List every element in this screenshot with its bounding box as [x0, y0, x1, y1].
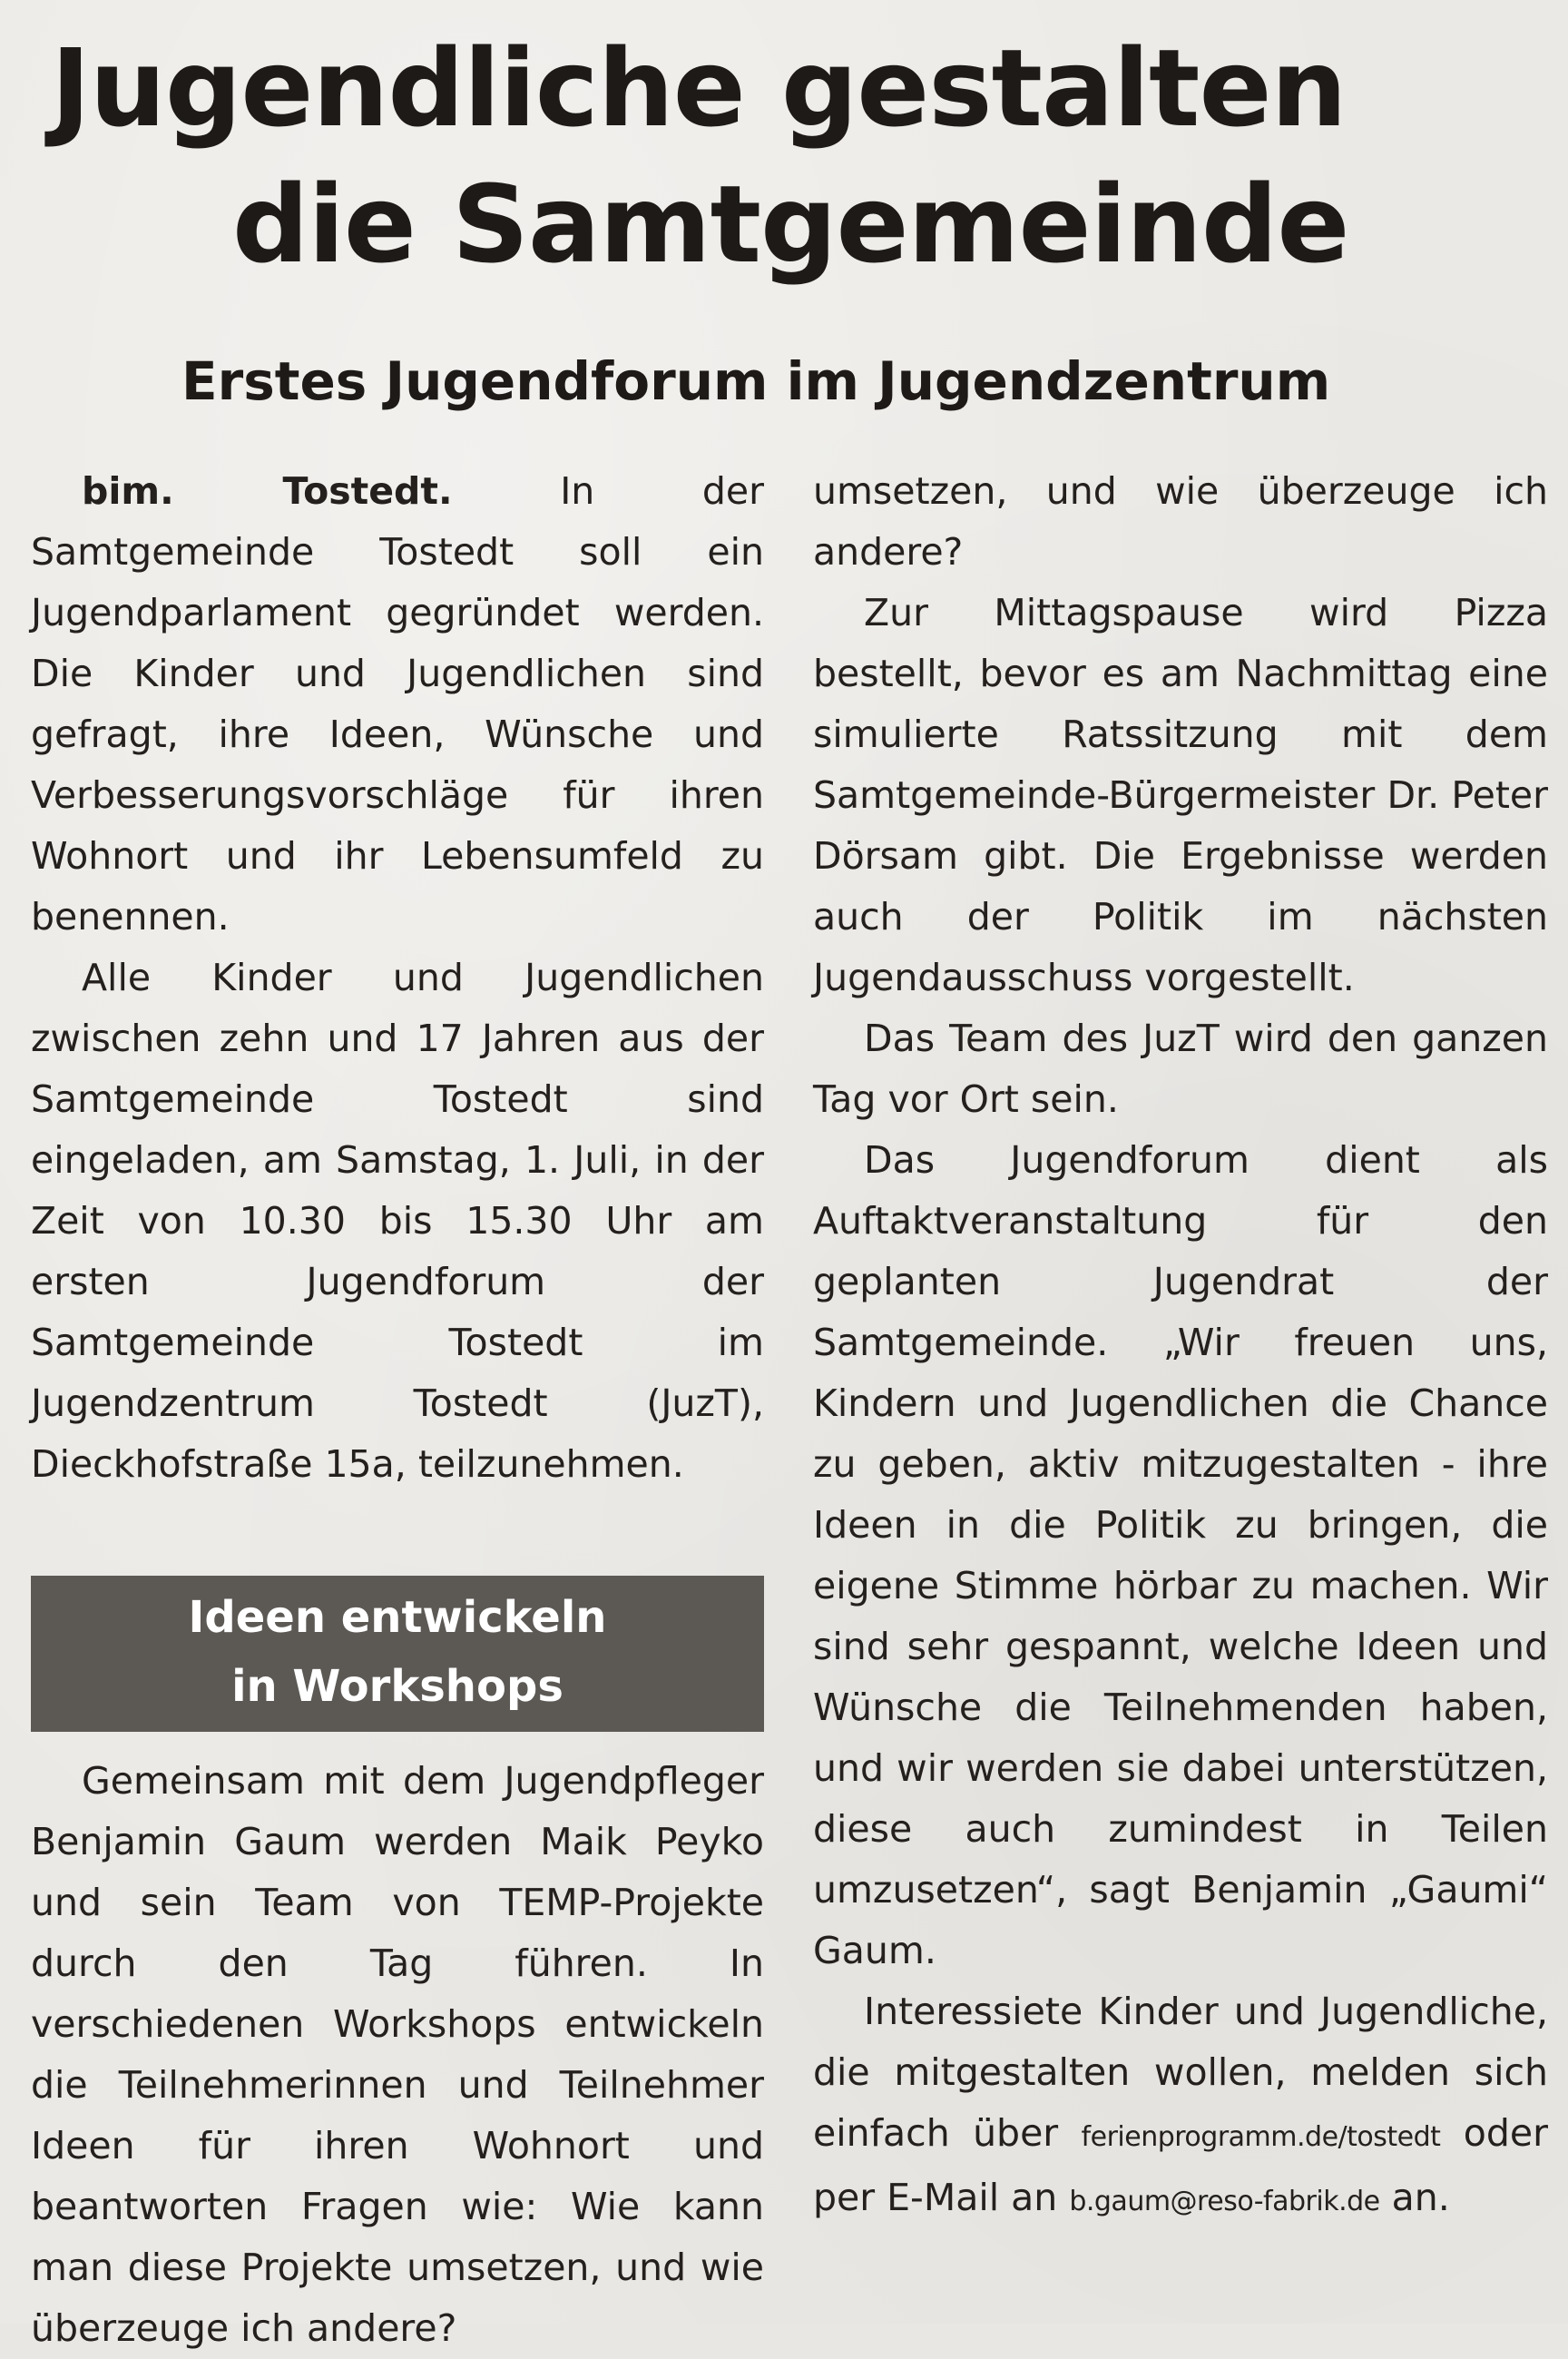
left-column-top	[31, 461, 764, 1495]
paragraph-lunch: Zur Mittagspause wird Pizza bestellt, bevor es am Nachmittag eine simulierte Ratssitzung mit dem Samtgemeinde-Bürgermeister Dr. Peter Dörsam gibt. Die Ergebnisse werden auch der Politik im nächsten Jugendausschuss vorgestellt.	[813, 591, 1548, 999]
subheadline: Erstes Jugendforum im Jugendzentrum	[181, 350, 1331, 412]
paragraph-workshops: Gemeinsam mit dem Jugendpfleger Benjamin Gaum werden Maik Peyko und sein Team von TEMP-Projekte durch den Tag führen. In verschiedenen Workshops entwickeln die Teilnehmerinnen und Teilnehmer Ideen für ihren Wohnort und beantworten Fragen wie: Wie kann man diese Projekte umsetzen, und wie überzeuge ich andere?	[31, 1759, 764, 2350]
dateline: bim. Tostedt.	[82, 469, 453, 513]
contact-url: ferienprogramm.de/tostedt	[1081, 2121, 1441, 2153]
paragraph-intro-text: In der Samtgemeinde Tostedt soll ein Jugendparlament gegründet werden. Die Kinder und Jugendlichen sind gefragt, ihre Ideen, Wünsche und Verbesserungsvorschläge für ihren Wohnort und ihr Lebensumfeld zu benennen.	[31, 469, 764, 939]
paragraph-invitation: Alle Kinder und Jugendlichen zwischen zehn und 17 Jahren aus der Samtgemeinde Tostedt sind eingeladen, am Samstag, 1. Juli, in der Zeit von 10.30 bis 15.30 Uhr am ersten Jugendforum der Samtgemeinde Tostedt im Jugendzentrum Tostedt (JuzT), Dieckhofstraße 15a, teilzunehmen.	[31, 956, 764, 1486]
paragraph-intro	[31, 461, 764, 948]
headline	[51, 20, 1539, 292]
paragraph-team: Das Team des JuzT wird den ganzen Tag vor Ort sein.	[813, 1017, 1548, 1121]
paragraph-contact	[813, 1981, 1548, 2232]
contact-email: b.gaum@reso-fabrik.de	[1069, 2186, 1380, 2217]
contact-text-start: Interessiete Kinder und Jugendliche, die mitgestalten wollen, melden sich einfach über	[813, 1990, 1548, 2155]
paragraph-forum: Das Jugendforum dient als Auftaktveranstaltung für den geplanten Jugendrat der Samtgemeinde. „Wir freuen uns, Kindern und Jugendlichen die Chance zu geben, aktiv mitzugestalten - ihre Ideen in die Politik zu bringen, die eigene Stimme hörbar zu machen. Wir sind sehr gespannt, welche Ideen und Wünsche die Teilnehmenden haben, und wir werden sie dabei unterstützen, diese auch zumindest in Teilen umzusetzen“, sagt Benjamin „Gaumi“ Gaum.	[813, 1138, 1548, 1972]
left-column-bottom	[31, 1751, 764, 2350]
right-column	[813, 461, 1548, 2232]
contact-text-mid: oder per E-Mail an	[813, 2111, 1548, 2219]
contact-text-end: an.	[1391, 2176, 1450, 2219]
section-heading-box	[31, 1576, 764, 1732]
section-heading-line-2: in Workshops	[231, 1661, 564, 1712]
paragraph-workshops-continued: umsetzen, und wie überzeuge ich andere?	[813, 469, 1548, 574]
section-heading-line-1: Ideen entwickeln	[188, 1592, 607, 1643]
headline-line-2: die Samtgemeinde	[232, 162, 1349, 287]
headline-line-1: Jugendliche gestalten	[51, 25, 1347, 151]
